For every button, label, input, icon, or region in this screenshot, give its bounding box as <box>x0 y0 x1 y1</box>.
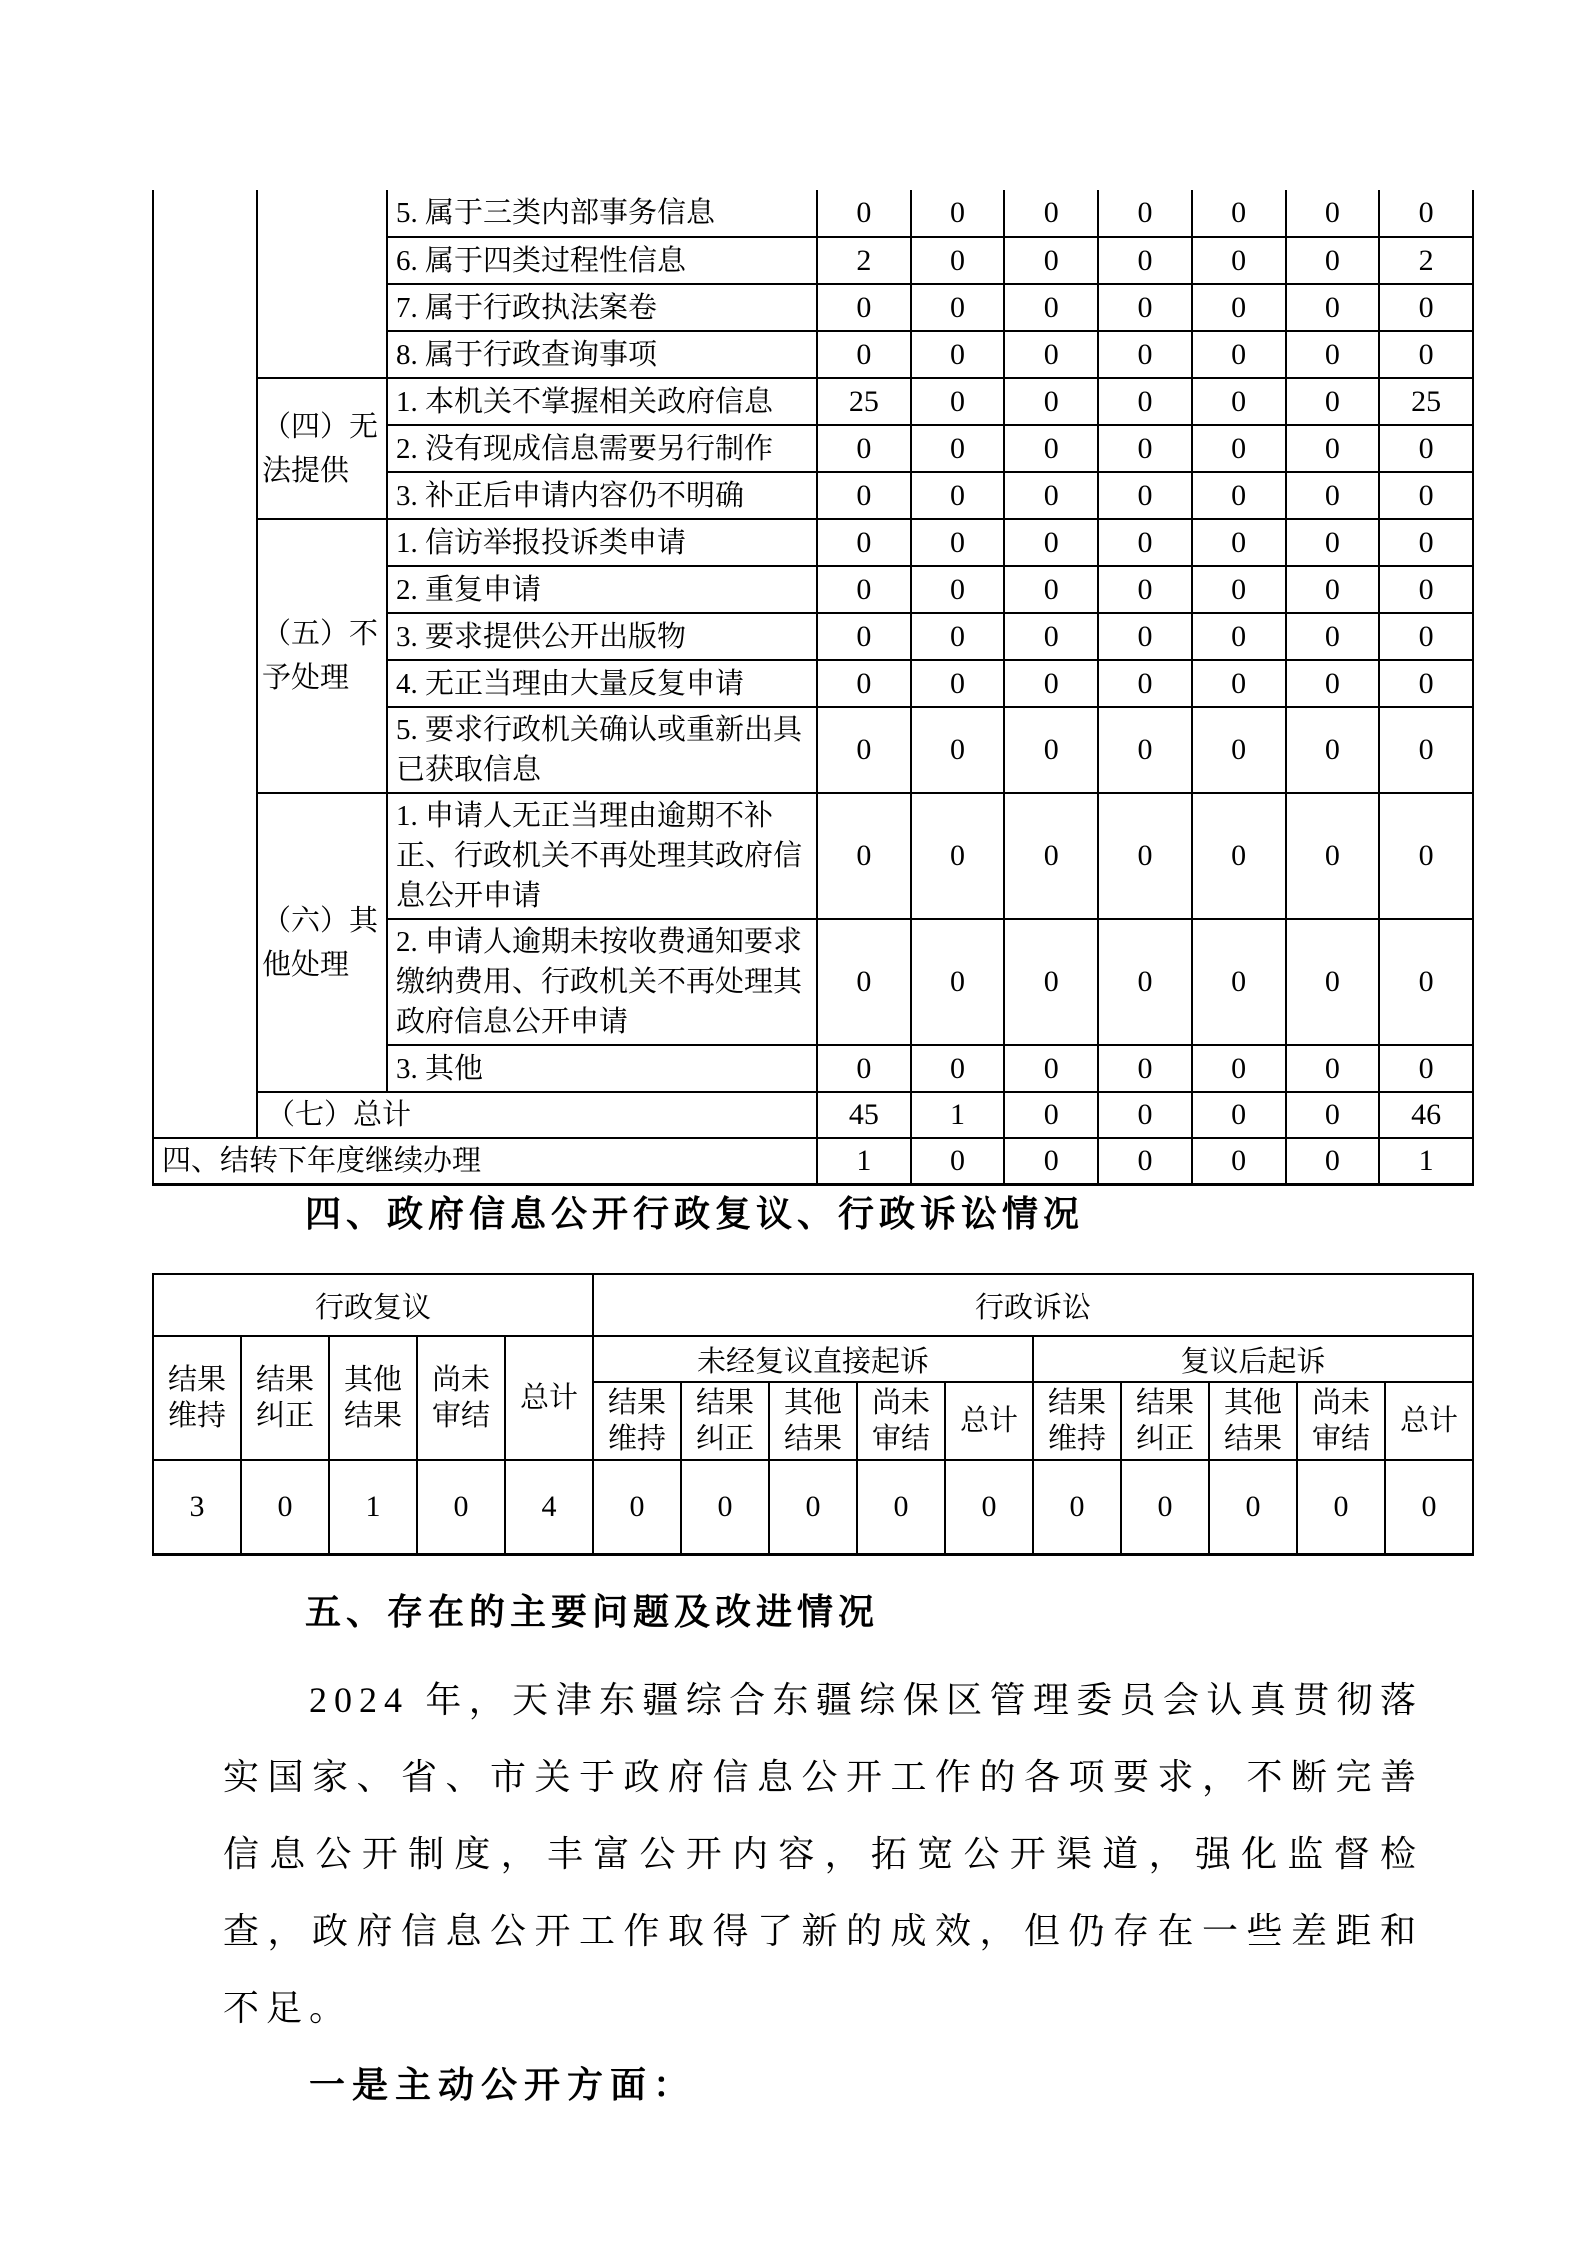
value-cell: 0 <box>1379 284 1473 331</box>
value-cell: 0 <box>1098 331 1192 378</box>
value-cell: 0 <box>769 1460 857 1555</box>
group-cell-continued <box>257 190 387 378</box>
column-header: 结果纠正 <box>241 1336 329 1460</box>
value-cell: 0 <box>1098 1045 1192 1092</box>
value-cell: 4 <box>505 1460 593 1555</box>
value-cell: 0 <box>1379 331 1473 378</box>
value-cell: 1 <box>1379 1138 1473 1185</box>
column-header: 总计 <box>1385 1382 1473 1460</box>
value-cell: 0 <box>1286 613 1380 660</box>
value-cell: 0 <box>1379 519 1473 566</box>
row-label-cell: 7. 属于行政执法案卷 <box>387 284 817 331</box>
value-cell: 0 <box>1379 660 1473 707</box>
value-cell: 0 <box>1192 613 1286 660</box>
value-cell: 0 <box>1004 378 1098 425</box>
value-cell: 0 <box>1004 472 1098 519</box>
value-cell: 0 <box>1098 613 1192 660</box>
value-cell: 0 <box>1192 660 1286 707</box>
row-label-cell: 2. 没有现成信息需要另行制作 <box>387 425 817 472</box>
value-cell: 2 <box>1379 237 1473 284</box>
value-cell: 0 <box>817 331 911 378</box>
table-row <box>153 378 1473 425</box>
value-cell: 0 <box>1192 472 1286 519</box>
value-cell: 0 <box>911 378 1005 425</box>
value-cell: 0 <box>1098 472 1192 519</box>
value-cell: 0 <box>911 919 1005 1045</box>
table-header-row <box>153 1336 1473 1382</box>
body-paragraph: 2024 年，天津东疆综合东疆综保区管理委员会认真贯彻落实国家、省、市关于政府信息公开工作的各项要求，不断完善信息公开制度，丰富公开内容，拓宽公开渠道，强化监督检查，政府信息公开工作取得了新的成效，但仍存在一些差距和不足。 <box>223 1680 1423 2028</box>
value-cell: 0 <box>1004 566 1098 613</box>
group-label-cell: （五）不予处理 <box>257 519 387 793</box>
value-cell: 0 <box>817 284 911 331</box>
value-cell: 1 <box>329 1460 417 1555</box>
value-cell: 0 <box>1004 919 1098 1045</box>
row-label-cell: 5. 要求行政机关确认或重新出具已获取信息 <box>387 707 817 793</box>
value-cell: 0 <box>1192 919 1286 1045</box>
value-cell: 0 <box>1004 793 1098 919</box>
value-cell: 0 <box>1098 793 1192 919</box>
value-cell: 0 <box>817 425 911 472</box>
value-cell: 0 <box>1379 707 1473 793</box>
value-cell: 0 <box>817 472 911 519</box>
row-label-cell: 5. 属于三类内部事务信息 <box>387 190 817 237</box>
value-cell: 0 <box>1379 190 1473 237</box>
value-cell: 0 <box>1286 919 1380 1045</box>
value-cell: 46 <box>1379 1092 1473 1138</box>
row-label-cell: 3. 补正后申请内容仍不明确 <box>387 472 817 519</box>
value-cell: 0 <box>417 1460 505 1555</box>
value-cell: 0 <box>1379 425 1473 472</box>
value-cell: 0 <box>1004 237 1098 284</box>
value-cell: 3 <box>153 1460 241 1555</box>
value-cell: 0 <box>817 919 911 1045</box>
value-cell: 0 <box>1385 1460 1473 1555</box>
value-cell: 0 <box>911 190 1005 237</box>
litigation-header-cell: 行政诉讼 <box>593 1274 1473 1336</box>
value-cell: 0 <box>911 660 1005 707</box>
value-cell: 0 <box>1098 190 1192 237</box>
row-label-cell: 1. 信访举报投诉类申请 <box>387 519 817 566</box>
table-row <box>153 793 1473 919</box>
column-header: 总计 <box>505 1336 593 1460</box>
column-header: 尚未审结 <box>1297 1382 1385 1460</box>
value-cell: 0 <box>1286 793 1380 919</box>
value-cell: 0 <box>1192 566 1286 613</box>
row-label-cell: 3. 其他 <box>387 1045 817 1092</box>
value-cell: 0 <box>911 613 1005 660</box>
value-cell: 0 <box>1379 919 1473 1045</box>
table-data-row <box>153 1460 1473 1555</box>
column-header: 其他结果 <box>1209 1382 1297 1460</box>
value-cell: 0 <box>681 1460 769 1555</box>
value-cell: 0 <box>1379 613 1473 660</box>
value-cell: 0 <box>945 1460 1033 1555</box>
value-cell: 0 <box>817 613 911 660</box>
value-cell: 0 <box>911 793 1005 919</box>
row-label-cell: 1. 申请人无正当理由逾期不补正、行政机关不再处理其政府信息公开申请 <box>387 793 817 919</box>
value-cell: 0 <box>911 519 1005 566</box>
value-cell: 0 <box>817 519 911 566</box>
value-cell: 0 <box>817 660 911 707</box>
table-review-litigation <box>152 1273 1474 1556</box>
value-cell: 25 <box>817 378 911 425</box>
table-row-carryover <box>153 1138 1473 1185</box>
value-cell: 0 <box>911 331 1005 378</box>
value-cell: 0 <box>1286 519 1380 566</box>
value-cell: 0 <box>1033 1460 1121 1555</box>
value-cell: 0 <box>1286 331 1380 378</box>
column-header: 结果维持 <box>593 1382 681 1460</box>
table-row <box>153 190 1473 237</box>
value-cell: 0 <box>1286 566 1380 613</box>
value-cell: 0 <box>911 707 1005 793</box>
column-header: 其他结果 <box>769 1382 857 1460</box>
value-cell: 0 <box>1004 425 1098 472</box>
value-cell: 0 <box>1004 190 1098 237</box>
value-cell: 0 <box>1297 1460 1385 1555</box>
outer-category-cell-continued <box>153 190 257 1138</box>
value-cell: 0 <box>1286 660 1380 707</box>
value-cell: 0 <box>1192 707 1286 793</box>
value-cell: 0 <box>1004 613 1098 660</box>
value-cell: 0 <box>1192 425 1286 472</box>
value-cell: 0 <box>241 1460 329 1555</box>
value-cell: 0 <box>817 566 911 613</box>
value-cell: 0 <box>1379 793 1473 919</box>
body-text-block <box>223 1662 1423 2124</box>
column-header: 结果维持 <box>153 1336 241 1460</box>
value-cell: 25 <box>1379 378 1473 425</box>
value-cell: 0 <box>911 425 1005 472</box>
value-cell: 0 <box>1379 472 1473 519</box>
value-cell: 0 <box>817 190 911 237</box>
value-cell: 0 <box>1209 1460 1297 1555</box>
value-cell: 0 <box>1286 707 1380 793</box>
value-cell: 0 <box>1098 237 1192 284</box>
value-cell: 0 <box>1192 190 1286 237</box>
group-label-cell: （四）无法提供 <box>257 378 387 519</box>
value-cell: 0 <box>1004 519 1098 566</box>
table-row-total <box>153 1092 1473 1138</box>
value-cell: 0 <box>857 1460 945 1555</box>
subheading-active-disclosure: 一是主动公开方面： <box>309 2065 697 2105</box>
value-cell: 0 <box>911 237 1005 284</box>
row-label-cell: 2. 申请人逾期未按收费通知要求缴纳费用、行政机关不再处理其政府信息公开申请 <box>387 919 817 1045</box>
row-label-cell: 1. 本机关不掌握相关政府信息 <box>387 378 817 425</box>
row-label-cell: 2. 重复申请 <box>387 566 817 613</box>
column-header: 总计 <box>945 1382 1033 1460</box>
row-label-cell: 8. 属于行政查询事项 <box>387 331 817 378</box>
value-cell: 0 <box>1098 425 1192 472</box>
direct-suit-header-cell: 未经复议直接起诉 <box>593 1336 1033 1382</box>
value-cell: 0 <box>1286 472 1380 519</box>
value-cell: 0 <box>1004 1045 1098 1092</box>
value-cell: 0 <box>911 284 1005 331</box>
value-cell: 0 <box>1286 378 1380 425</box>
value-cell: 0 <box>1286 284 1380 331</box>
value-cell: 0 <box>1098 919 1192 1045</box>
value-cell: 0 <box>1379 1045 1473 1092</box>
value-cell: 0 <box>1098 378 1192 425</box>
value-cell: 0 <box>817 707 911 793</box>
value-cell: 0 <box>817 1045 911 1092</box>
total-label-cell: （七）总计 <box>257 1092 817 1138</box>
section-heading-5: 五、存在的主要问题及改进情况 <box>305 1591 880 1632</box>
after-review-suit-header-cell: 复议后起诉 <box>1033 1336 1473 1382</box>
value-cell: 0 <box>1286 237 1380 284</box>
carryover-label-cell: 四、结转下年度继续办理 <box>153 1138 817 1185</box>
value-cell: 0 <box>1192 1092 1286 1138</box>
value-cell: 0 <box>1192 378 1286 425</box>
row-label-cell: 6. 属于四类过程性信息 <box>387 237 817 284</box>
value-cell: 0 <box>1098 566 1192 613</box>
row-label-cell: 4. 无正当理由大量反复申请 <box>387 660 817 707</box>
value-cell: 0 <box>1192 237 1286 284</box>
column-header: 其他结果 <box>329 1336 417 1460</box>
value-cell: 0 <box>1004 660 1098 707</box>
value-cell: 0 <box>1192 284 1286 331</box>
value-cell: 0 <box>1004 331 1098 378</box>
value-cell: 0 <box>1098 707 1192 793</box>
value-cell: 0 <box>1098 660 1192 707</box>
column-header: 结果维持 <box>1033 1382 1121 1460</box>
value-cell: 0 <box>1286 1092 1380 1138</box>
value-cell: 0 <box>911 1138 1005 1185</box>
row-label-cell: 3. 要求提供公开出版物 <box>387 613 817 660</box>
value-cell: 0 <box>1004 1092 1098 1138</box>
section-heading-4: 四、政府信息公开行政复议、行政诉讼情况 <box>305 1193 1085 1234</box>
value-cell: 1 <box>911 1092 1005 1138</box>
value-cell: 0 <box>1098 519 1192 566</box>
value-cell: 0 <box>1004 284 1098 331</box>
table-header-row <box>153 1274 1473 1336</box>
value-cell: 0 <box>1379 566 1473 613</box>
value-cell: 0 <box>1192 1045 1286 1092</box>
value-cell: 0 <box>593 1460 681 1555</box>
value-cell: 0 <box>911 472 1005 519</box>
value-cell: 0 <box>1192 519 1286 566</box>
value-cell: 0 <box>1286 1045 1380 1092</box>
table-row <box>153 519 1473 566</box>
value-cell: 0 <box>911 1045 1005 1092</box>
value-cell: 0 <box>1004 1138 1098 1185</box>
value-cell: 45 <box>817 1092 911 1138</box>
value-cell: 0 <box>1098 284 1192 331</box>
value-cell: 0 <box>1286 1138 1380 1185</box>
value-cell: 0 <box>1286 190 1380 237</box>
value-cell: 0 <box>1192 331 1286 378</box>
column-header: 结果纠正 <box>1121 1382 1209 1460</box>
value-cell: 1 <box>817 1138 911 1185</box>
group-label-cell: （六）其他处理 <box>257 793 387 1092</box>
column-header: 结果纠正 <box>681 1382 769 1460</box>
review-header-cell: 行政复议 <box>153 1274 593 1336</box>
value-cell: 0 <box>1121 1460 1209 1555</box>
value-cell: 0 <box>1098 1092 1192 1138</box>
value-cell: 0 <box>1192 793 1286 919</box>
value-cell: 0 <box>1098 1138 1192 1185</box>
value-cell: 0 <box>1286 425 1380 472</box>
value-cell: 0 <box>1004 707 1098 793</box>
column-header: 尚未审结 <box>857 1382 945 1460</box>
value-cell: 0 <box>817 793 911 919</box>
value-cell: 0 <box>911 566 1005 613</box>
column-header: 尚未审结 <box>417 1336 505 1460</box>
table-request-handling <box>152 190 1474 1186</box>
value-cell: 0 <box>1192 1138 1286 1185</box>
value-cell: 2 <box>817 237 911 284</box>
